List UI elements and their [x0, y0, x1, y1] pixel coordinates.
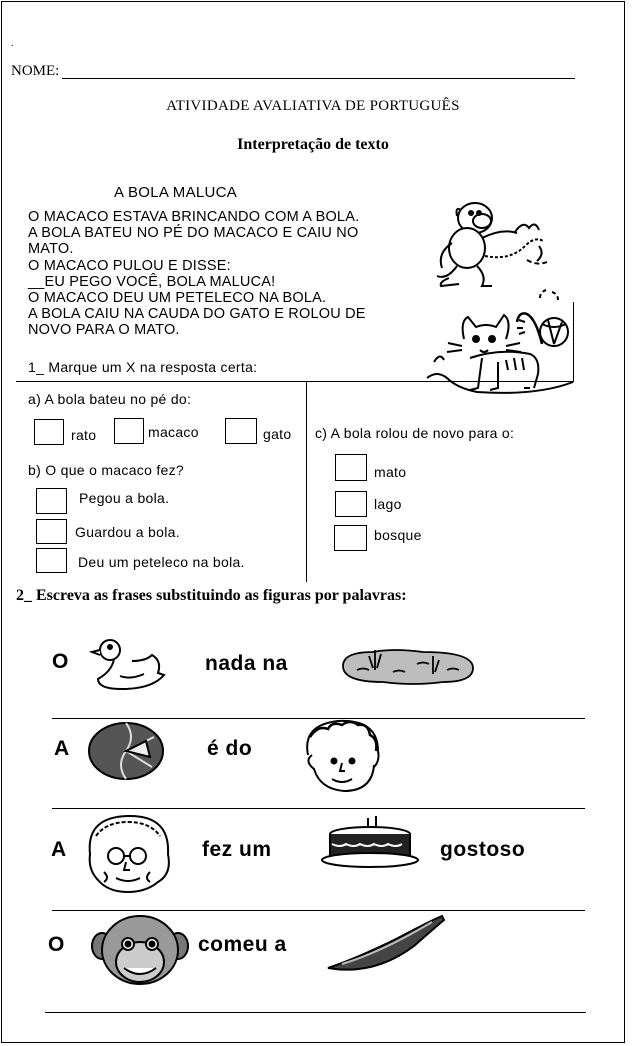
- story-title: A BOLA MALUCA: [114, 184, 238, 201]
- header-dot: .: [11, 38, 14, 49]
- boy-face-icon: [298, 717, 386, 797]
- page-title: ATIVIDADE AVALIATIVA DE PORTUGUÊS: [166, 98, 460, 114]
- grandma-icon: [80, 814, 178, 894]
- option-bosque-label: bosque: [374, 527, 422, 543]
- row4-middle-text: comeu a: [198, 933, 287, 956]
- row3-middle-text: fez um: [202, 838, 272, 861]
- page-subtitle: Interpretação de texto: [237, 136, 389, 153]
- checkbox-guardou[interactable]: [36, 519, 67, 544]
- story-line: MATO.: [28, 241, 74, 258]
- checkbox-lago[interactable]: [335, 491, 367, 517]
- worksheet-page: [1, 1, 625, 1043]
- banana-icon: [322, 914, 446, 972]
- answer-line-4[interactable]: [45, 1012, 586, 1013]
- question-b: b) O que o macaco fez?: [28, 462, 185, 478]
- story-line: O MACACO ESTAVA BRINCANDO COM A BOLA.: [28, 209, 360, 225]
- row4-start-word: O: [48, 933, 65, 956]
- row2-start-word: A: [54, 737, 70, 760]
- option-gato-label: gato: [263, 426, 292, 442]
- row1-middle-text: nada na: [205, 652, 288, 675]
- cake-icon: [318, 814, 418, 870]
- story-line: __EU PEGO VOCÊ, BOLA MALUCA!: [28, 273, 276, 290]
- row1-start-word: O: [52, 650, 69, 673]
- option-guardou-label: Guardou a bola.: [75, 524, 180, 540]
- question2-prompt: 2_ Escreva as frases substituindo as figuras por palavras:: [16, 587, 407, 604]
- story-line: NOVO PARA O MATO.: [28, 322, 180, 339]
- row2-middle-text: é do: [207, 737, 253, 760]
- question1-prompt: 1_ Marque um X na resposta certa:: [28, 359, 258, 375]
- ball-icon: [86, 721, 166, 781]
- lake-icon: [337, 644, 479, 686]
- story-line: A BOLA BATEU NO PÉ DO MACACO E CAIU NO: [28, 225, 359, 242]
- column-divider: [306, 382, 307, 582]
- checkbox-macaco[interactable]: [114, 418, 144, 444]
- row3-end-word: gostoso: [440, 838, 526, 861]
- cat-icon: [422, 284, 577, 404]
- story-line: O MACACO PULOU E DISSE:: [28, 257, 231, 274]
- question-c: c) A bola rolou de novo para o:: [315, 425, 515, 441]
- checkbox-mato[interactable]: [335, 454, 367, 481]
- checkbox-rato[interactable]: [34, 419, 64, 445]
- section-divider-top: [16, 381, 574, 382]
- answer-line-3[interactable]: [52, 910, 585, 911]
- option-mato-label: mato: [374, 464, 407, 480]
- story-line: A BOLA CAIU NA CAUDA DO GATO E ROLOU DE: [28, 306, 366, 323]
- monkey-face-icon: [90, 912, 190, 992]
- checkbox-gato[interactable]: [225, 418, 257, 444]
- name-line[interactable]: [62, 78, 575, 79]
- duck-icon: [90, 634, 172, 692]
- checkbox-bosque[interactable]: [334, 525, 367, 551]
- cat-frame-line: [573, 302, 574, 382]
- checkbox-pegou[interactable]: [36, 488, 67, 514]
- row3-start-word: A: [51, 838, 67, 861]
- option-lago-label: lago: [374, 496, 402, 512]
- option-rato-label: rato: [71, 427, 97, 443]
- option-macaco-label: macaco: [148, 424, 199, 440]
- story-text: [28, 209, 366, 339]
- question-a: a) A bola bateu no pé do:: [28, 391, 192, 407]
- option-pegou-label: Pegou a bola.: [79, 490, 170, 506]
- checkbox-peteleco[interactable]: [36, 548, 67, 573]
- option-peteleco-label: Deu um peteleco na bola.: [78, 554, 245, 570]
- monkey-icon: [427, 188, 567, 293]
- story-line: O MACACO DEU UM PETELECO NA BOLA.: [28, 290, 327, 307]
- name-label: NOME:: [11, 63, 60, 79]
- answer-line-2[interactable]: [52, 808, 585, 809]
